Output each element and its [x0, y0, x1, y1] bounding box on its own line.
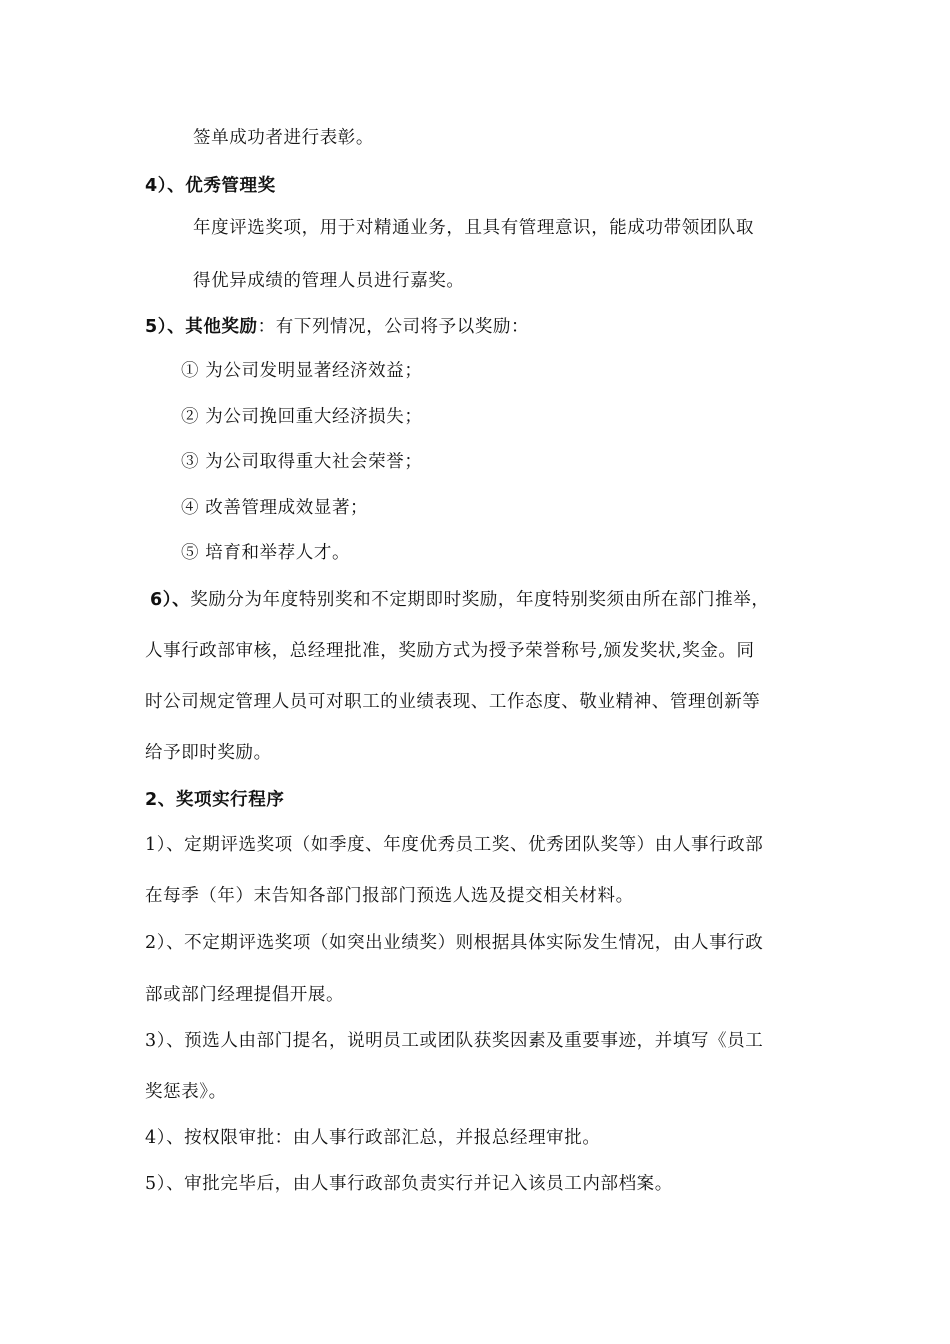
paragraph-line: 给予即时奖励。: [145, 743, 272, 763]
paragraph-line: [150, 588, 769, 612]
paragraph-line: 年度评选奖项，用于对精通业务，且具有管理意识，能成功带领团队取: [193, 218, 755, 238]
list-item: ② 为公司挽回重大经济损失；: [181, 407, 423, 427]
section-heading: 2、奖项实行程序: [145, 790, 285, 810]
list-item: ① 为公司发明显著经济效益；: [181, 361, 423, 381]
list-item: ③ 为公司取得重大社会荣誉；: [181, 452, 423, 472]
paragraph-line: 5）、审批完毕后，由人事行政部负责实行并记入该员工内部档案。: [145, 1174, 673, 1194]
paragraph-line: 3）、预选人由部门提名，说明员工或团队获奖因素及重要事迹，并填写《员工: [145, 1031, 764, 1051]
paragraph-line: 在每季（年）末告知各部门报部门预选人选及提交相关材料。: [145, 886, 634, 906]
paragraph-text: 奖励分为年度特别奖和不定期即时奖励，年度特别奖须由所在部门推举，: [190, 590, 770, 610]
section-heading: 4）、优秀管理奖: [145, 176, 276, 196]
paragraph-line: 时公司规定管理人员可对职工的业绩表现、工作态度、敬业精神、管理创新等: [145, 692, 761, 712]
section-heading: 5）、其他奖励: [145, 317, 258, 337]
paragraph-line: 签单成功者进行表彰。: [193, 128, 374, 148]
list-item: ④ 改善管理成效显著；: [181, 498, 369, 518]
paragraph-line: 人事行政部审核，总经理批准，奖励方式为授予荣誉称号,颁发奖状,奖金。同: [145, 641, 755, 661]
paragraph-line: 4）、按权限审批：由人事行政部汇总，并报总经理审批。: [145, 1128, 601, 1148]
paragraph-line: 得优异成绩的管理人员进行嘉奖。: [193, 271, 465, 291]
paragraph-line: 1）、定期评选奖项（如季度、年度优秀员工奖、优秀团队奖等）由人事行政部: [145, 835, 764, 855]
section-heading-line: [145, 315, 529, 339]
paragraph-line: 奖惩表》。: [145, 1082, 227, 1102]
item-number: 6）、: [150, 590, 191, 610]
paragraph-line: 部或部门经理提倡开展。: [145, 985, 345, 1005]
paragraph-line: 2）、不定期评选奖项（如突出业绩奖）则根据具体实际发生情况，由人事行政: [145, 933, 764, 953]
heading-description: ：有下列情况，公司将予以奖励：: [257, 317, 530, 337]
list-item: ⑤ 培育和举荐人才。: [181, 543, 351, 563]
